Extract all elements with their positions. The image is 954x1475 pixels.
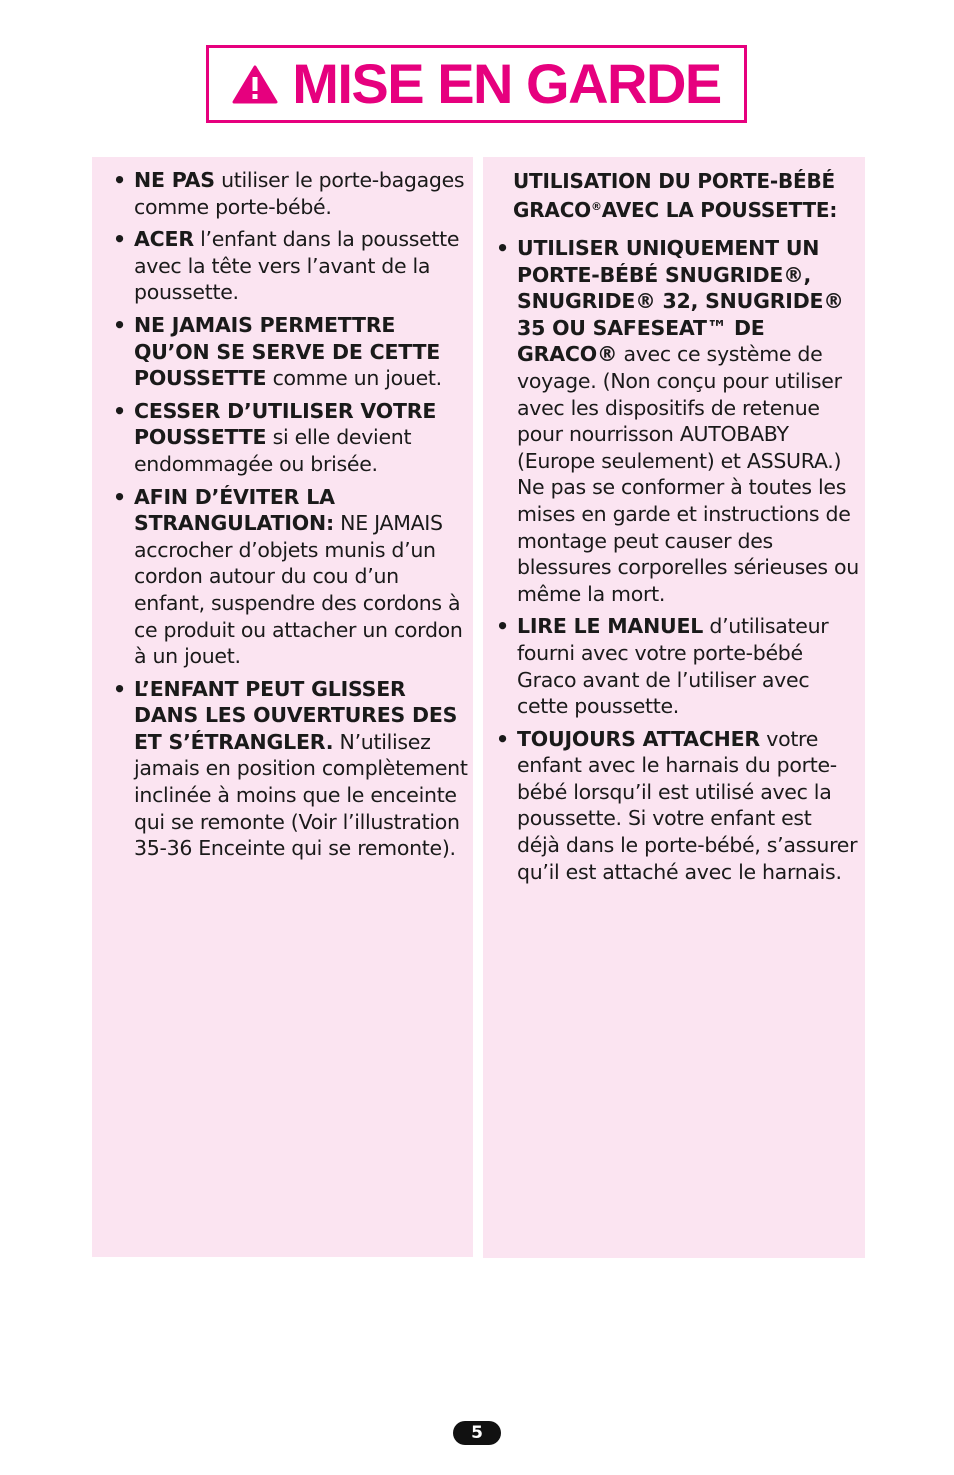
item-text: avec ce système de voyage. (Non conçu pour utiliser avec les dispositifs de retenue pour nourrisson AUTOBABY (Europe seulement) et ASSURA.) Ne pas se conformer à toutes les mises en garde et instructions de montage peut causer des blessures corporelles sérieuses ou même la mort. [517, 342, 859, 606]
item-bold-lead: NE PAS [134, 168, 215, 192]
item-bold-lead: LIRE LE MANUEL [517, 614, 704, 639]
item-text: NE JAMAIS accrocher d’objets munis d’un cordon autour du cou d’un enfant, suspendre des cordons à ce produit ou attacher un cordon à un jouet. [134, 511, 463, 669]
section-title-part1: UTILISATION DU PORTE-BÉBÉ GRACO [513, 169, 836, 222]
left-warning-list [113, 167, 471, 862]
item-text: d’utilisateur fourni avec votre porte-bébé Graco avant de l’utiliser avec cette poussette. [517, 614, 829, 719]
item-text: N’utilisez jamais en position complètement inclinée à moins que le enceinte qui se remonte (Voir l’illustration 35-36 Enceinte qui se remonte). [134, 729, 468, 861]
list-item [496, 613, 859, 719]
item-bold-lead: AFIN D’ÉVITER LA STRANGULATION: [134, 484, 335, 536]
item-text: l’enfant dans la poussette avec la tête vers l’avant de la poussette. [134, 227, 460, 305]
section-title [496, 167, 859, 225]
right-warning-panel [483, 157, 865, 1258]
left-warning-panel [92, 157, 473, 1257]
list-item [113, 484, 471, 670]
list-item [496, 726, 859, 886]
item-bold-lead: TOUJOURS ATTACHER [517, 726, 761, 751]
warning-triangle-icon [232, 64, 278, 104]
warning-banner [206, 45, 747, 123]
right-warning-list [496, 235, 859, 885]
registered-mark: ® [590, 200, 602, 213]
list-item [113, 676, 471, 862]
page-number: 5 [453, 1421, 501, 1445]
item-bold-lead: L’ENFANT PEUT GLISSER DANS LES OUVERTURES DES ET S’ÉTRANGLER. [134, 676, 458, 754]
item-text: comme un jouet. [266, 366, 442, 391]
item-text: votre enfant avec le harnais du porte-bébé lorsqu’il est utilisé avec la poussette. Si votre enfant est déjà dans le porte-bébé, s’assurer qu’il est attaché avec le harnais. [517, 726, 858, 884]
list-item [113, 398, 471, 478]
item-bold-lead: UTILISER UNIQUEMENT UN PORTE-BÉBÉ SNUGRIDE®, SNUGRIDE® 32, SNUGRIDE® 35 OU SAFESEAT™ DE GRACO® [517, 236, 844, 367]
list-item [113, 226, 471, 306]
item-text: si elle devient endommagée ou brisée. [134, 425, 412, 476]
section-title-part2: AVEC LA POUSSETTE: [601, 198, 838, 222]
item-bold-lead: NE JAMAIS PERMETTRE QU’ON SE SERVE DE CETTE POUSSETTE [134, 312, 441, 391]
item-bold-lead: CESSER D’UTILISER VOTRE POUSSETTE [134, 398, 437, 450]
list-item [113, 312, 471, 392]
list-item [496, 235, 859, 607]
list-item [113, 167, 471, 220]
page-title: MISE EN GARDE [292, 52, 721, 115]
item-text: utiliser le porte-bagages comme porte-bébé. [134, 168, 465, 219]
item-bold-lead: ACER [134, 227, 194, 252]
